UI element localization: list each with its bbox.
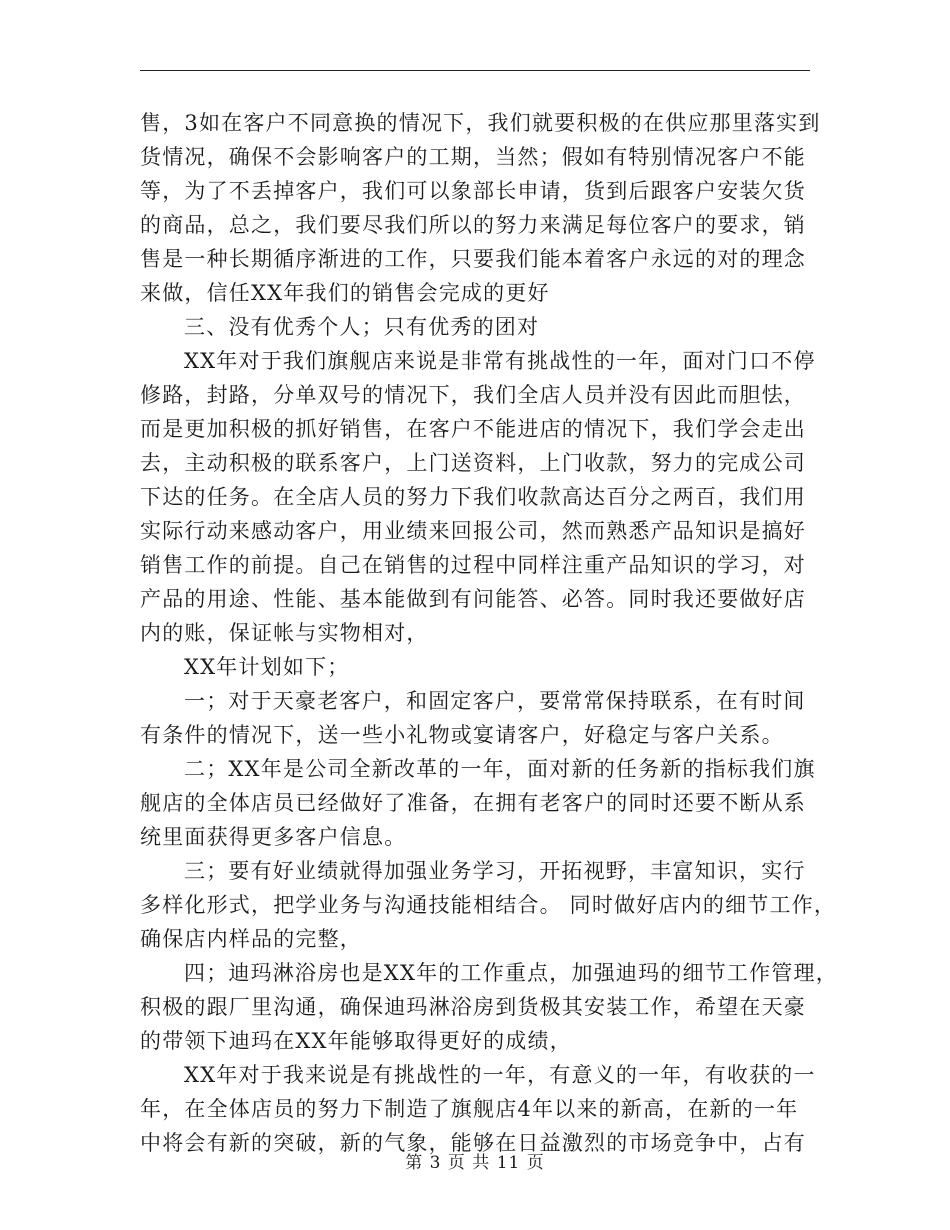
plan-item-1-line: 一；对于天豪老客户，和固定客户，要常常保持联系，在有时间 [184,689,806,713]
text-line: 统里面获得更多客户信息。 [140,825,407,849]
text-line: 等，为了不丢掉客户，我们可以象部长申请，货到后跟客户安装欠货 [140,179,806,203]
text-line: 的商品，总之，我们要尽我们所以的努力来满足每位客户的要求，销 [140,213,806,237]
text-line: 销售工作的前提。自己在销售的过程中同样注重产品知识的学习，对 [140,553,806,577]
text-line: 有条件的情况下，送一些小礼物或宴请客户，好稳定与客户关系。 [140,723,784,747]
plan-item-3-line: 三；要有好业绩就得加强业务学习，开拓视野，丰富知识，实行 [184,859,806,883]
plan-item-4-line: 四；迪玛淋浴房也是XX年的工作重点，加强迪玛的细节工作管理， [184,961,838,985]
text-line: 多样化形式，把学业务与沟通技能相结合。 同时做好店内的细节工作， [140,893,837,917]
text-line: 去，主动积极的联系客户，上门送资料，上门收款，努力的完成公司 [140,451,806,475]
text-line: 确保店内样品的完整， [140,927,362,951]
text-line: 实际行动来感动客户，用业绩来回报公司，然而熟悉产品知识是搞好 [140,519,806,543]
paragraph-start-line: XX年对于我们旗舰店来说是非常有挑战性的一年，面对门口不停 [184,349,816,373]
header-rule [140,70,810,71]
text-line: 下达的任务。在全店人员的努力下我们收款高达百分之两百，我们用 [140,485,806,509]
text-line: 货情况，确保不会影响客户的工期，当然；假如有特别情况客户不能 [140,145,806,169]
body-text [140,106,838,1160]
text-line: 中将会有新的突破，新的气象，能够在日益激烈的市场竞争中，占有 [140,1131,806,1155]
text-line: 修路，封路，分单双号的情况下，我们全店人员并没有因此而胆怯， [140,383,806,407]
text-line: 积极的跟厂里沟通，确保迪玛淋浴房到货极其安装工作，希望在天豪 [140,995,806,1019]
page-footer [0,1151,950,1175]
text-line: 售，3如在客户不同意换的情况下，我们就要积极的在供应那里落实到 [140,111,821,135]
text-line: 内的账，保证帐与实物相对， [140,621,429,645]
text-line: 的带领下迪玛在XX年能够取得更好的成绩， [140,1029,572,1053]
text-line: 舰店的全体店员已经做好了准备，在拥有老客户的同时还要不断从系 [140,791,806,815]
text-line: 售是一种长期循序渐进的工作，只要我们能本着客户永远的对的理念 [140,247,806,271]
plan-heading: XX年计划如下； [184,655,350,679]
text-line: 而是更加积极的抓好销售，在客户不能进店的情况下，我们学会走出 [140,417,806,441]
paragraph-start-line: XX年对于我来说是有挑战性的一年，有意义的一年，有收获的一 [184,1063,816,1087]
text-line: 来做，信任XX年我们的销售会完成的更好 [140,281,550,305]
text-line: 产品的用途、性能、基本能做到有问能答、必答。同时我还要做好店 [140,587,806,611]
page-number: 第 3 页 共 11 页 [405,1153,545,1173]
section-heading: 三、没有优秀个人；只有优秀的团对 [184,315,540,339]
text-line: 年，在全体店员的努力下制造了旗舰店4年以来的新高，在新的一年 [140,1097,799,1121]
plan-item-2-line: 二；XX年是公司全新改革的一年，面对新的任务新的指标我们旗 [184,757,816,781]
